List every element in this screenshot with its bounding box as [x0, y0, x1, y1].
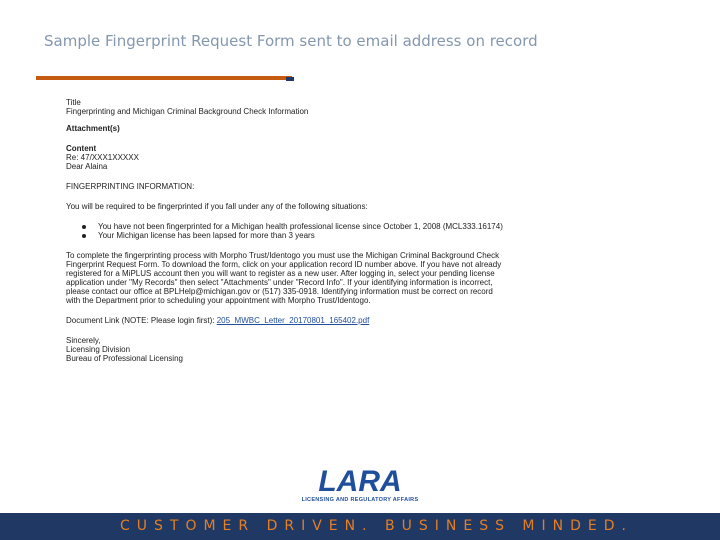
email-intro: You will be required to be fingerprinted if you fall under any of the following situations:: [66, 202, 368, 211]
email-title-label: Title: [66, 98, 81, 107]
list-item: Your Michigan license has been lapsed for more than 3 years: [66, 231, 506, 240]
email-greeting: Dear Alaina: [66, 162, 108, 171]
email-signature-division: Licensing Division: [66, 345, 131, 354]
email-attachments-label: Attachment(s): [66, 124, 120, 133]
email-section-heading: FINGERPRINTING INFORMATION:: [66, 182, 195, 191]
lara-logo: [288, 465, 432, 504]
slide-title: Sample Fingerprint Request Form sent to email address on record: [44, 32, 538, 50]
bullet-icon: [82, 234, 86, 238]
email-document-link-row: [66, 316, 506, 325]
email-sample: [66, 98, 506, 363]
email-bullet-list: [66, 222, 506, 240]
bullet-icon: [82, 225, 86, 229]
document-link-label: Document Link (NOTE: Please login first):: [66, 316, 215, 325]
logo-wordmark: LARA: [318, 465, 402, 498]
email-title-value: Fingerprinting and Michigan Criminal Background Check Information: [66, 107, 309, 116]
footer-bar: [0, 513, 720, 540]
email-re-line: Re: 47/XXX1XXXXX: [66, 153, 139, 162]
title-underline: [36, 76, 292, 80]
logo-subtitle: LICENSING AND REGULATORY AFFAIRS: [301, 497, 419, 503]
email-signature-bureau: Bureau of Professional Licensing: [66, 354, 183, 363]
email-closing: Sincerely,: [66, 336, 101, 345]
title-underline-accent: [286, 77, 294, 81]
email-instructions: To complete the fingerprinting process with Morpho Trust/Identogo you must use the Michigan Criminal Background Check Fingerprint Request Form. To download the form, click on your application record ID number above. If you have not already registered for a MiPLUS account then you will want to register as a new user. After logging in, select your pending license application under "My Records" then select "Attachments" under "Record Info". If your identifying information is incorrect, please contact our office at BPLHelp@michigan.gov or (517) 335-0918. Identifying information must be correct on record with the Department prior to scheduling your appointment with Morpho Trust/Identogo.: [66, 251, 502, 305]
footer-tagline: CUSTOMER DRIVEN. BUSINESS MINDED.: [120, 518, 633, 534]
list-item: You have not been fingerprinted for a Michigan health professional license since October 1, 2008 (MCL333.16174): [66, 222, 506, 231]
document-link[interactable]: 205_MWBC_Letter_20170801_165402.pdf: [216, 316, 370, 325]
email-content-label: Content: [66, 144, 97, 153]
